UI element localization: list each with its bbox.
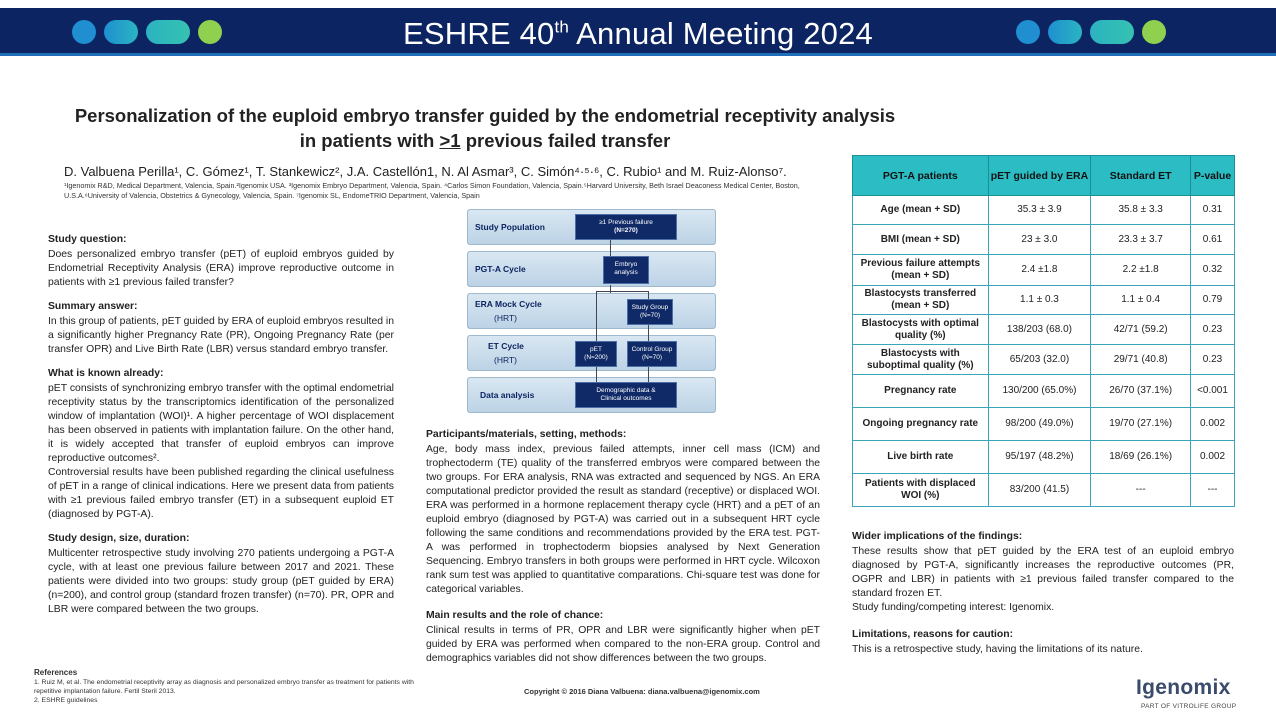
table-cell: 18/69 (26.1%): [1091, 441, 1191, 474]
table-row: [853, 196, 1235, 225]
table-cell: 2.4 ±1.8: [988, 255, 1091, 286]
section-heading: Main results and the role of chance:: [426, 610, 604, 621]
flow-box-control: Control Group (N=70): [627, 341, 677, 367]
flow-stage: ERA Mock Cycle (HRT): [467, 293, 716, 329]
section-heading: Summary answer:: [48, 301, 138, 312]
flow-stage: Study Population: [467, 209, 716, 245]
section-text: pET consists of synchronizing embryo transfer with the optimal endometrial receptivity status by the transcriptomics identification of the personalized window of implantation (WOI)¹. A higher percentage of WOI displacement has been observed in patients with implantation failure. On the other hand, it is widely accepted that transfer of euploid embryos can improve reproductive outcomes².: [48, 383, 394, 464]
table-cell: 65/203 (32.0): [988, 345, 1091, 375]
section-text: Age, body mass index, previous failed attempts, inner cell mass (ICM) and trophectoderm (TE) quality of the transferred embryos were compared between the two groups. For ERA analysis, RNA was extracted and sequenced by NGS. An ERA computational predictor provided the result as standard (receptive) or displaced WOI. ERA was performed in a hormone replacement therapy cycle (HRT) and a pET of an euploid embryo (diagnosed by PGT-A) was carried out in a subsequent HRT cycle following the same conditions and recommendations provided by the ERA test. PGT-A was performed in trophectoderm biopsies analysed by Next Generation Sequencing. Embryo transfers in both groups were performed in HRT cycle. Wilcoxon rank sum test was applied to quantitative comparations. Chi-square test was done for categorical variables.: [426, 444, 820, 595]
table-cell: 42/71 (59.2): [1091, 315, 1191, 345]
flow-stage: PGT-A Cycle: [467, 251, 716, 287]
table-row: [853, 315, 1235, 345]
section-text: Does personalized embryo transfer (pET) of euploid embryos guided by Endometrial Receptivity Analysis (ERA) improve reproductive outcome in patients with ≥1 previous failed transfer?: [48, 249, 394, 288]
conference-banner: [0, 8, 1276, 56]
dot-icon: [1090, 20, 1134, 44]
table-cell: 19/70 (27.1%): [1091, 408, 1191, 441]
study-flowchart: [467, 209, 716, 413]
flow-box-population: ≥1 Previous failure (N=270): [575, 214, 677, 240]
table-row-label: Patients with displaced WOI (%): [853, 474, 989, 507]
table-row: [853, 408, 1235, 441]
table-row-label: Blastocysts with suboptimal quality (%): [853, 345, 989, 375]
table-row-label: Ongoing pregnancy rate: [853, 408, 989, 441]
table-cell: 0.23: [1191, 345, 1235, 375]
section-text: Study funding/competing interest: Igenomix.: [852, 602, 1055, 613]
table-row-label: BMI (mean + SD): [853, 225, 989, 255]
middle-column: [426, 428, 820, 666]
table-cell: 98/200 (49.0%): [988, 408, 1091, 441]
table-cell: ---: [1191, 474, 1235, 507]
table-row-label: Pregnancy rate: [853, 375, 989, 408]
table-row: [853, 441, 1235, 474]
table-row-label: Live birth rate: [853, 441, 989, 474]
flow-box-pet: pET (N=200): [575, 341, 617, 367]
banner-title: ESHRE 40th Annual Meeting 2024: [403, 16, 873, 51]
section-heading: Limitations, reasons for caution:: [852, 629, 1014, 640]
affiliations: ¹Igenomix R&D, Medical Department, Valencia, Spain.²Igenomix USA. ³Igenomix Embryo Department, Valencia, Spain. ⁴Carlos Simon Foundation, Valencia, Spain.⁵Harvard University, Beth Israel Deaconess Medical Center, Boston, U.S.A.⁶University of Valencia, Obstetrics & Gynecology, Valencia, Spain. ⁷Igenomix SL, EndomeTRIO Department, Valencia, Spain: [64, 181, 800, 200]
table-cell: 2.2 ±1.8: [1091, 255, 1191, 286]
flow-box-embryo: Embryo analysis: [603, 256, 649, 284]
table-cell: 0.002: [1191, 441, 1235, 474]
table-cell: 23 ± 3.0: [988, 225, 1091, 255]
table-cell: 29/71 (40.8): [1091, 345, 1191, 375]
table-header: pET guided by ERA: [988, 156, 1091, 196]
table-cell: 1.1 ± 0.3: [988, 286, 1091, 315]
table-header: P-value: [1191, 156, 1235, 196]
table-cell: 0.79: [1191, 286, 1235, 315]
table-cell: 0.23: [1191, 315, 1235, 345]
table-cell: 23.3 ± 3.7: [1091, 225, 1191, 255]
table-cell: 35.8 ± 3.3: [1091, 196, 1191, 225]
dot-icon: [1048, 20, 1082, 44]
results-table: [852, 155, 1235, 507]
table-row-label: Previous failure attempts (mean + SD): [853, 255, 989, 286]
table-header: PGT-A patients: [853, 156, 989, 196]
section-heading: Study question:: [48, 234, 127, 245]
references: References 1. Ruiz M, et al. The endometrial receptivity array as diagnosis and personalized embryo transfer as treatment for patients with repetitive implantation failure. Fertil Steril 2013. 2. ESHRE guidelines: [34, 668, 414, 704]
table-cell: 138/203 (68.0): [988, 315, 1091, 345]
flow-stage: Data analysis: [467, 377, 716, 413]
table-header: Standard ET: [1091, 156, 1191, 196]
decorative-dots-right: [1016, 20, 1166, 44]
table-row: [853, 225, 1235, 255]
igenomix-logo: Igenomix: [1136, 676, 1231, 699]
table-cell: 1.1 ± 0.4: [1091, 286, 1191, 315]
table-cell: 95/197 (48.2%): [988, 441, 1091, 474]
table-cell: 0.61: [1191, 225, 1235, 255]
table-row: [853, 474, 1235, 507]
left-column: [48, 233, 394, 617]
section-heading: Study design, size, duration:: [48, 533, 190, 544]
table-row-label: Age (mean + SD): [853, 196, 989, 225]
table-cell: <0.001: [1191, 375, 1235, 408]
section-heading: Participants/materials, setting, methods:: [426, 429, 627, 440]
logo-tagline: PART OF VITROLIFE GROUP: [1141, 703, 1237, 710]
poster-title: Personalization of the euploid embryo transfer guided by the endometrial receptivity analysis in patients with >1 previous failed transfer: [74, 105, 896, 151]
table-cell: 0.002: [1191, 408, 1235, 441]
flow-connector: [596, 291, 597, 347]
section-text: These results show that pET guided by the ERA test of an euploid embryo diagnosed by PGT-A, significantly increases the reproductive outcomes (PR, OGPR and LBR) in patients with ≥1 previous failed transfer compared to the standard frozen ET.: [852, 546, 1234, 599]
flow-box-demographics: Demographic data & Clinical outcomes: [575, 382, 677, 408]
flow-connector: [596, 291, 648, 292]
section-text: Controversial results have been published regarding the clinical usefulness of pET in a range of clinical indications. Here we present data from patients with ≥1 previous failed embryo transfer (ET) in a subsequent euploid ET (diagnosed by PGT-A).: [48, 467, 394, 520]
authors: D. Valbuena Perilla¹, C. Gómez¹, T. Stankewicz², J.A. Castellón1, N. Al Asmar³, C. Simón⁴·⁵·⁶, C. Rubio¹ and M. Ruiz-Alonso⁷.: [64, 164, 787, 179]
table-cell: 0.32: [1191, 255, 1235, 286]
table-cell: 0.31: [1191, 196, 1235, 225]
section-text: Clinical results in terms of PR, OPR and LBR were significantly higher when pET guided by ERA was performed when compared to the non-ERA group. Control and demographics variables did not show differences between the two groups.: [426, 625, 820, 664]
table-row: [853, 345, 1235, 375]
dot-icon: [1016, 20, 1040, 44]
section-text: This is a retrospective study, having the limitations of its nature.: [852, 644, 1143, 655]
dot-icon: [1142, 20, 1166, 44]
table-cell: 130/200 (65.0%): [988, 375, 1091, 408]
table-row-label: Blastocysts transferred (mean + SD): [853, 286, 989, 315]
table-row-label: Blastocysts with optimal quality (%): [853, 315, 989, 345]
section-text: In this group of patients, pET guided by ERA of euploid embryos resulted in a significantly higher Pregnancy Rate (PR), Ongoing Pregnancy Rate (per transfer OPR) and Live Birth Rate (LBR) versus standard embryo transfer.: [48, 316, 394, 355]
section-heading: Wider implications of the findings:: [852, 531, 1023, 542]
table-row: [853, 375, 1235, 408]
table-row: [853, 286, 1235, 315]
right-column: [852, 530, 1234, 657]
table-cell: 83/200 (41.5): [988, 474, 1091, 507]
table-cell: 26/70 (37.1%): [1091, 375, 1191, 408]
table-row: [853, 255, 1235, 286]
section-text: Multicenter retrospective study involving 270 patients undergoing a PGT-A cycle, with at least one previous failure between 2017 and 2021. These patients were divided into two groups: study group (pET guided by ERA) (n=200), and control group (standard frozen transfer) (n=70). PR, OPR and LBR were compared between the two groups.: [48, 548, 394, 615]
section-heading: What is known already:: [48, 368, 164, 379]
copyright: Copyright © 2016 Diana Valbuena: diana.valbuena@igenomix.com: [524, 687, 760, 696]
flow-stage: ET Cycle (HRT): [467, 335, 716, 371]
table-cell: ---: [1091, 474, 1191, 507]
table-header-row: [853, 156, 1235, 196]
table-cell: 35.3 ± 3.9: [988, 196, 1091, 225]
flow-box-study: Study Group (N=70): [627, 299, 673, 325]
